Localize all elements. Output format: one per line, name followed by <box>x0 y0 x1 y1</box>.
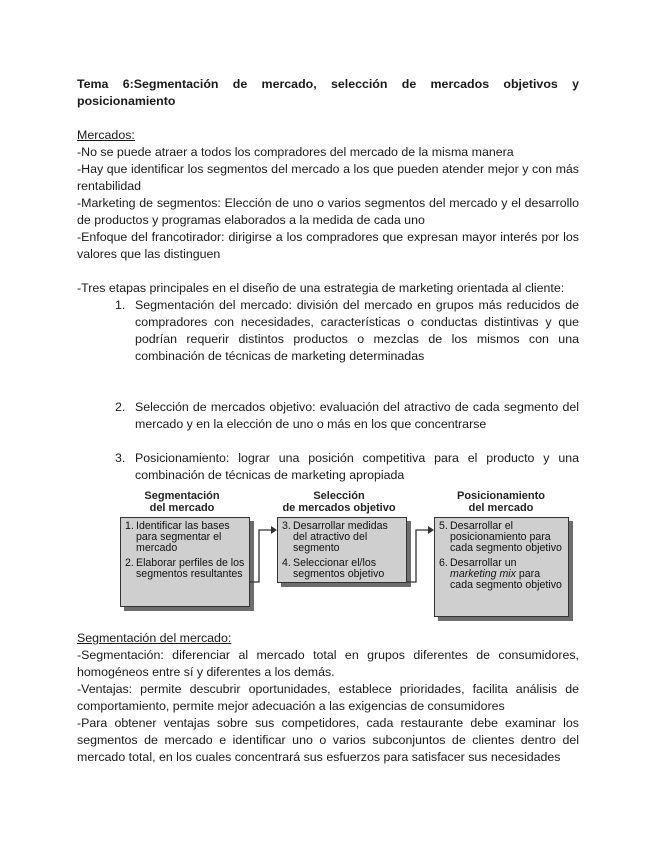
diagram-column-posicionamiento <box>435 490 567 514</box>
diagram-item-number: 2. <box>125 557 134 569</box>
paragraph: -Enfoque del francotirador: dirigirse a los compradores que expresan mayor interés por los valores que las distinguen <box>77 230 579 261</box>
diagram-box-1 <box>120 517 250 607</box>
diagram-heading-line: Posicionamiento <box>456 490 546 502</box>
stages-list <box>77 297 579 484</box>
stage-text: Posicionamiento: lograr una posición competitiva para el producto y una combinación de técnicas de marketing apropiada <box>135 451 579 482</box>
diagram-item <box>125 521 245 554</box>
section-heading-mercados: Mercados: <box>77 128 135 142</box>
paragraph: -Marketing de segmentos: Elección de uno o varios segmentos del mercado y el desarrollo de productos y programas elaborados a la medida de cada uno <box>77 196 579 227</box>
diagram-item-text: Identificar las bases para segmentar el mercado <box>136 520 230 554</box>
diagram-heading <box>273 490 405 514</box>
stages-intro: -Tres etapas principales en el diseño de una estrategia de marketing orientada al cliente: <box>77 281 565 295</box>
diagram-heading-line: Selección <box>313 490 365 502</box>
stage-item <box>77 297 579 365</box>
stage-text: Segmentación del mercado: división del mercado en grupos más reducidos de compradores con necesidades, características o conductas distintivas y que podrían requerir distintos productos o mezclas de los mismos con una combinación de técnicas de marketing determinadas <box>135 298 579 363</box>
paragraph: -Ventajas: permite descubrir oportunidades, establece prioridades, facilita análisis de comportamiento, permite mejor adecuación a las exigencias de consumidores <box>77 682 579 713</box>
paragraph: -No se puede atraer a todos los compradores del mercado de la misma manera <box>77 145 514 159</box>
section-heading-segmentacion: Segmentación del mercado: <box>77 631 232 645</box>
diagram-item-text: Desarrollar el posicionamiento para cada segmento objetivo <box>450 520 562 554</box>
diagram-box-2 <box>277 517 407 583</box>
diagram-item-text: Desarrollar un marketing mix para cada segmento objetivo <box>450 557 562 591</box>
diagram-item-text: Seleccionar el/los segmentos objetivo <box>293 557 385 580</box>
diagram-item-number: 1. <box>125 520 134 532</box>
stage-number: 2. <box>115 400 126 414</box>
diagram-heading-line: del mercado <box>468 502 534 514</box>
diagram-heading-line: Segmentación <box>144 490 220 502</box>
diagram-heading-line: de mercados objetivo <box>282 502 396 514</box>
diagram-item <box>125 558 245 580</box>
document-title: Tema 6:Segmentación de mercado, selección de mercados objetivos y posicionamiento <box>77 77 579 108</box>
diagram-column-segmentacion <box>120 490 244 514</box>
diagram-item-number: 4. <box>282 557 291 569</box>
diagram-item-number: 6. <box>439 557 448 569</box>
paragraph: -Para obtener ventajas sobre sus competidores, cada restaurante debe examinar los segmentos de mercado e identificar uno o varios subconjuntos de clientes dentro del mercado total, en los cuales concentrará sus esfuerzos para satisfacer sus necesidades <box>77 716 579 764</box>
stage-item <box>77 450 579 484</box>
process-diagram <box>77 490 579 620</box>
diagram-item <box>282 558 402 580</box>
diagram-heading <box>435 490 567 514</box>
arrow-right-icon <box>249 526 277 586</box>
diagram-item <box>282 521 402 554</box>
paragraph: -Segmentación: diferenciar al mercado total en grupos diferentes de consumidores, homogéneos entre sí y diferentes a los demás. <box>77 648 579 679</box>
stage-item <box>77 399 579 433</box>
stage-number: 1. <box>115 298 126 312</box>
diagram-column-seleccion <box>273 490 405 514</box>
arrow-right-icon <box>406 526 434 586</box>
diagram-item-text: Desarrollar medidas del atractivo del segmento <box>293 520 388 554</box>
document-page <box>77 76 579 766</box>
diagram-item <box>439 558 564 591</box>
paragraph: -Hay que identificar los segmentos del mercado a los que pueden atender mejor y con más rentabilidad <box>77 162 579 193</box>
diagram-item <box>439 521 564 554</box>
diagram-box-3 <box>434 517 569 617</box>
diagram-item-text: Elaborar perfiles de los segmentos resultantes <box>136 557 245 580</box>
diagram-item-number: 5. <box>439 520 448 532</box>
diagram-heading-line: del mercado <box>149 502 215 514</box>
diagram-heading <box>120 490 244 514</box>
diagram-item-number: 3. <box>282 520 291 532</box>
stage-text: Selección de mercados objetivo: evaluación del atractivo de cada segmento del mercado y en la elección de uno o más en los que concentrarse <box>135 400 579 431</box>
stage-number: 3. <box>115 451 126 465</box>
